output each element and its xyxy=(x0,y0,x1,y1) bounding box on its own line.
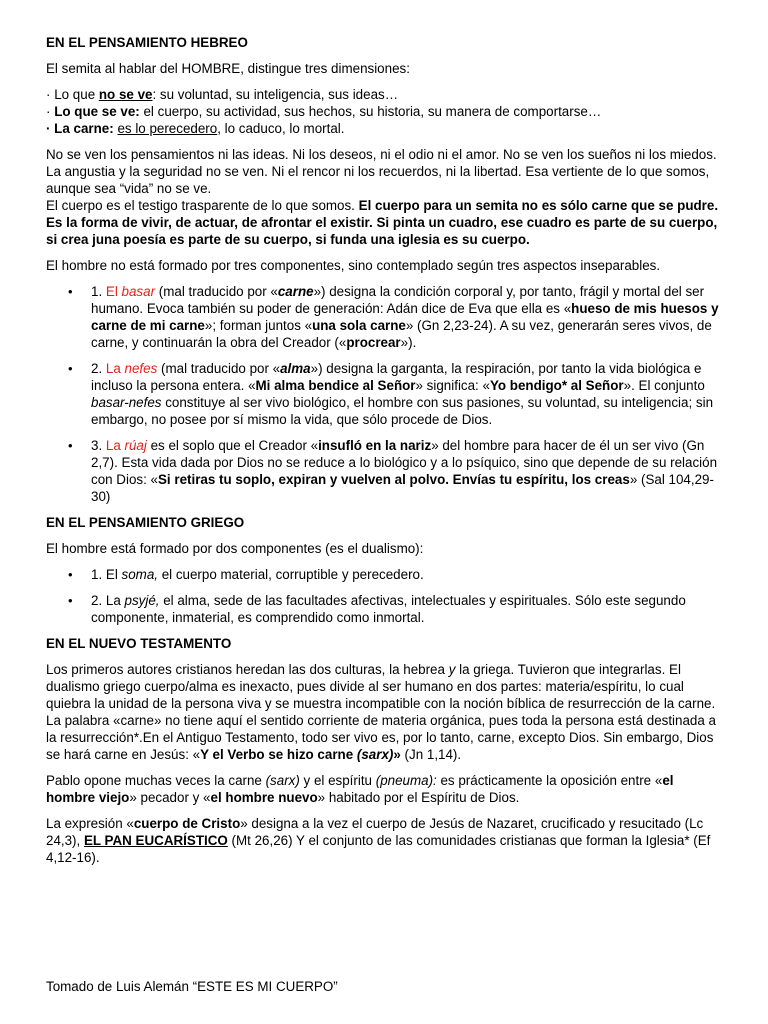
hebreo-paragraph-1: No se ven los pensamientos ni las ideas. Ni los deseos, ni el odio ni el amor. No se ven los sueños ni los miedos. La angustia y la seguridad no se ven. Ni el rencor ni los recuerdos, ni la libertad. Esa vertiente de lo que somos, aunque sea “vida” no se ve. xyxy=(46,147,717,196)
hebreo-intro: El semita al hablar del HOMBRE, distingue tres dimensiones: xyxy=(46,61,410,76)
nt-paragraph-2: Pablo opone muchas veces la carne (sarx) y el espíritu (pneuma): es prácticamente la oposición entre «el hombre viejo» pecador y «el hombre nuevo» habitado por el Espíritu de Dios. xyxy=(46,773,674,805)
dimension-carne: · La carne: es lo perecedero, lo caduco, lo mortal. xyxy=(46,121,345,136)
hebreo-aspects-list xyxy=(46,283,721,505)
griego-intro: El hombre está formado por dos componentes (es el dualismo): xyxy=(46,541,424,556)
nt-paragraph-1: Los primeros autores cristianos heredan las dos culturas, la hebrea y la griega. Tuvieron que integrarlas. El dualismo griego cuerpo/alma es inexacto, pues divide al ser humano en dos partes: materia/espíritu, lo cual quiebra la unidad de la persona viva y se muestra incompatible con la noción bíblica de resurrección de la carne. La palabra «carne» no tiene aquí el sentido corriente de materia orgánica, pues toda la persona está destinada a la resurrección*.En el Antiguo Testamento, todo ser vivo es, por lo tanto, carne, excepto Dios. Sin embargo, Dios se hará carne en Jesús: «Y el Verbo se hizo carne (sarx)» (Jn 1,14). xyxy=(46,662,716,762)
dimensions-list xyxy=(46,86,721,137)
source-footer: Tomado de Luis Alemán “ESTE ES MI CUERPO” xyxy=(46,979,338,994)
list-item-basar: • 1. El basar (mal traducido por «carne») designa la condición corporal y, por tanto, frágil y mortal del ser humano. Evoca también su poder de generación: Adán dice de Eva que ella es «hueso de mis huesos y carne de mi carne»; forman juntos «una sola carne» (Gn 2,23-24). A su vez, generarán seres vivos, de carne, y continuarán la obra del Creador («procrear»). xyxy=(91,283,721,351)
griego-components-list xyxy=(46,566,721,626)
list-item-ruaj: • 3. La rúaj es el soplo que el Creador «insufló en la nariz» del hombre para hacer de él un ser vivo (Gn 2,7). Esta vida dada por Dios no se reduce a lo biológico y a lo psíquico, sino que depende de su relación con Dios: «Si retiras tu soplo, expiran y vuelven al polvo. Envías tu espíritu, los creas» (Sal 104,29-30) xyxy=(91,437,721,505)
dimension-no-se-ve: · Lo que no se ve: su voluntad, su inteligencia, sus ideas… xyxy=(46,87,399,102)
nt-paragraph-3: La expresión «cuerpo de Cristo» designa a la vez el cuerpo de Jesús de Nazaret, crucificado y resucitado (Lc 24,3), EL PAN EUCARÍSTICO (Mt 26,26) Y el conjunto de las comunidades cristianas que forman la Iglesia* (Ef 4,12-16). xyxy=(46,816,711,865)
list-item-psyje: • 2. La psyjé, el alma, sede de las facultades afectivas, intelectuales y espirituales. Sólo este segundo componente, inmaterial, es comprendido como inmortal. xyxy=(91,592,721,626)
heading-nuevo-testamento: EN EL NUEVO TESTAMENTO xyxy=(46,636,232,651)
heading-hebreo: EN EL PENSAMIENTO HEBREO xyxy=(46,35,248,50)
heading-griego: EN EL PENSAMIENTO GRIEGO xyxy=(46,515,245,530)
dimension-se-ve: · Lo que se ve: el cuerpo, su actividad, sus hechos, su historia, su manera de comportarse… xyxy=(46,104,602,119)
list-item-soma: • 1. El soma, el cuerpo material, corruptible y perecedero. xyxy=(91,566,721,583)
list-item-nefes: • 2. La nefes (mal traducido por «alma») designa la garganta, la respiración, por tanto la vida biológica e incluso la persona entera. «Mi alma bendice al Señor» significa: «Yo bendigo* al Señor». El conjunto basar-nefes constituye al ser vivo biológico, el hombre con sus pasiones, su voluntad, su inteligencia; sin embargo, no posee por sí mismo la vida, que sólo procede de Dios. xyxy=(91,360,721,428)
hebreo-paragraph-2: El cuerpo es el testigo trasparente de lo que somos. El cuerpo para un semita no es sólo carne que se pudre. Es la forma de vivir, de actuar, de afrontar el existir. Si pinta un cuadro, ese cuadro es parte de su cuerpo, si crea juna poesía es parte de su cuerpo, si funda una iglesia es su cuerpo. xyxy=(46,198,719,247)
hebreo-paragraph-3: El hombre no está formado por tres componentes, sino contemplado según tres aspectos inseparables. xyxy=(46,258,661,273)
